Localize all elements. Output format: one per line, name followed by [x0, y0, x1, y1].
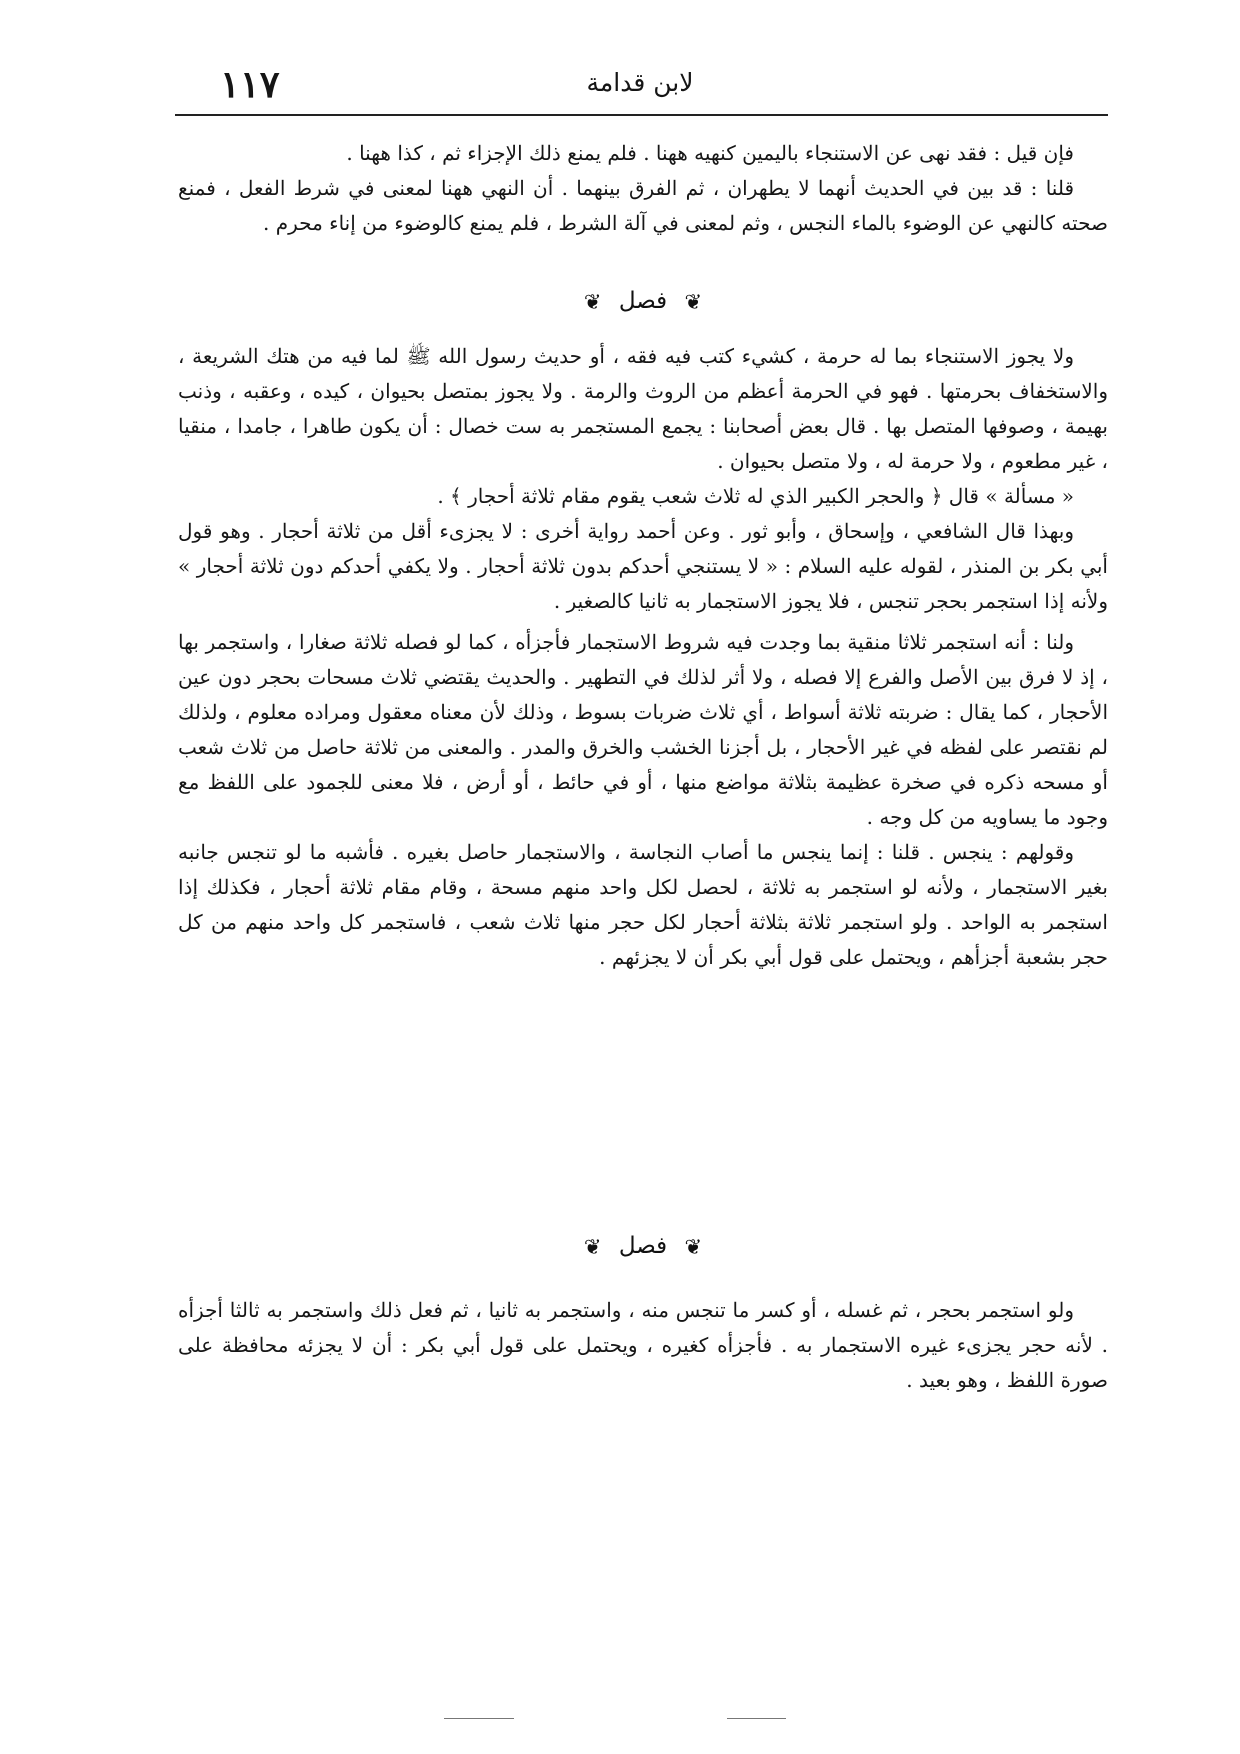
- closing-text-block: [178, 1293, 1108, 1398]
- paragraph-opinions: وبهذا قال الشافعي ، وإسحاق ، وأبو ثور . وعن أحمد رواية أخرى : لا يجزىء أقل من ثلاثة أحجار . وهو قول أبي بكر بن المنذر ، لقوله عليه السلام : « لا يستنجي أحدكم بدون ثلاثة أحجار . ولا يكفي أحدكم دون ثلاثة أحجار » ولأنه إذا استجمر بحجر تنجس ، فلا يجوز الاستجمار به ثانيا كالصغير .: [178, 519, 1108, 613]
- section-heading-second: [178, 1228, 1108, 1265]
- bottom-rule: [727, 1718, 786, 1719]
- paragraph-objection: فإن قيل : فقد نهى عن الاستنجاء باليمين كنهيه ههنا . فلم يمنع ذلك الإجزاء ثم ، كذا ههنا .: [346, 141, 1074, 165]
- section-title: فصل: [618, 288, 668, 314]
- ornament-icon: ❦: [583, 1235, 602, 1259]
- middle-text-block: [178, 339, 1108, 975]
- page-number: ١١٧: [220, 62, 280, 106]
- ornament-icon: ❦: [684, 290, 703, 314]
- paragraph-prohibited-items: ولا يجوز الاستنجاء بما له حرمة ، كشيء كتب فيه فقه ، أو حديث رسول الله ﷺ لما فيه من هتك الشريعة ، والاستخفاف بحرمتها . فهو في الحرمة أعظم من الروث والرمة . ولا يجوز بمتصل بحيوان ، كيده ، وعقبه ، وذنب بهيمة ، وصوفها المتصل بها . قال بعض أصحابنا : يجمع المستجمر به ست خصال : أن يكون طاهرا ، جامدا ، منقيا ، غير مطعوم ، ولا حرمة له ، ولا متصل بحيوان .: [178, 344, 1108, 473]
- paragraph-closing: ولو استجمر بحجر ، ثم غسله ، أو كسر ما تنجس منه ، واستجمر به ثانيا ، ثم فعل ذلك واستجمر به ثالثا أجزأه . لأنه حجر يجزىء غيره الاستجمار به . فأجزأه كغيره ، ويحتمل على قول أبي بكر : أن لا يجزئه محافظة على صورة اللفظ ، وهو بعيد .: [178, 1298, 1108, 1392]
- page-header: [175, 62, 1105, 114]
- section-heading-first: [178, 283, 1108, 320]
- opening-text-block: [178, 136, 1108, 241]
- paragraph-argument: ولنا : أنه استجمر ثلاثا منقية بما وجدت فيه شروط الاستجمار فأجزأه ، كما لو فصله ثلاثة صغارا ، واستجمر بها ، إذ لا فرق بين الأصل والفرع إلا فصله ، ولا أثر لذلك في التطهير . والحديث يقتضي ثلاث مسحات بحجر دون عين الأحجار ، كما يقال : ضربته ثلاثة أسواط ، أي ثلاث ضربات بسوط ، وذلك لأن معناه معقول ومراده معلوم ، ولذلك لم نقتصر على لفظه في غير الأحجار ، بل أجزنا الخشب والخرق والمدر . والمعنى من ثلاثة حاصل من ثلاث شعب أو مسحه ذكره في صخرة عظيمة بثلاثة مواضع منها ، أو في حائط ، أو أرض ، فلا معنى للجمود على اللفظ مع وجود ما يساويه من كل وجه .: [178, 630, 1108, 829]
- bottom-rule: [444, 1718, 514, 1719]
- ornament-icon: ❦: [583, 290, 602, 314]
- paragraph-question: « مسألة » قال ﴿ والحجر الكبير الذي له ثلاث شعب يقوم مقام ثلاثة أحجار ﴾ .: [437, 484, 1074, 508]
- header-rule: [175, 114, 1108, 116]
- ornament-icon: ❦: [684, 1235, 703, 1259]
- section-title: فصل: [618, 1233, 668, 1259]
- running-title: لابن قدامة: [586, 68, 694, 97]
- paragraph-answer: قلنا : قد بين في الحديث أنهما لا يطهران ، ثم الفرق بينهما . أن النهي ههنا لمعنى في شرط الفعل ، فمنع صحته كالنهي عن الوضوء بالماء النجس ، وثم لمعنى في آلة الشرط ، فلم يمنع كالوضوء من إناء محرم .: [178, 176, 1108, 235]
- paragraph-reply: وقولهم : ينجس . قلنا : إنما ينجس ما أصاب النجاسة ، والاستجمار حاصل بغيره . فأشبه ما لو تنجس جانبه بغير الاستجمار ، ولأنه لو استجمر به ثلاثة ، لحصل لكل واحد منهم مسحة ، وقام مقام ثلاثة أحجار ، فكذلك إذا استجمر به الواحد . ولو استجمر ثلاثة بثلاثة أحجار لكل حجر منها ثلاث شعب ، فاستجمر كل واحد منهم من كل حجر بشعبة أجزأهم ، ويحتمل على قول أبي بكر أن لا يجزئهم .: [178, 840, 1108, 969]
